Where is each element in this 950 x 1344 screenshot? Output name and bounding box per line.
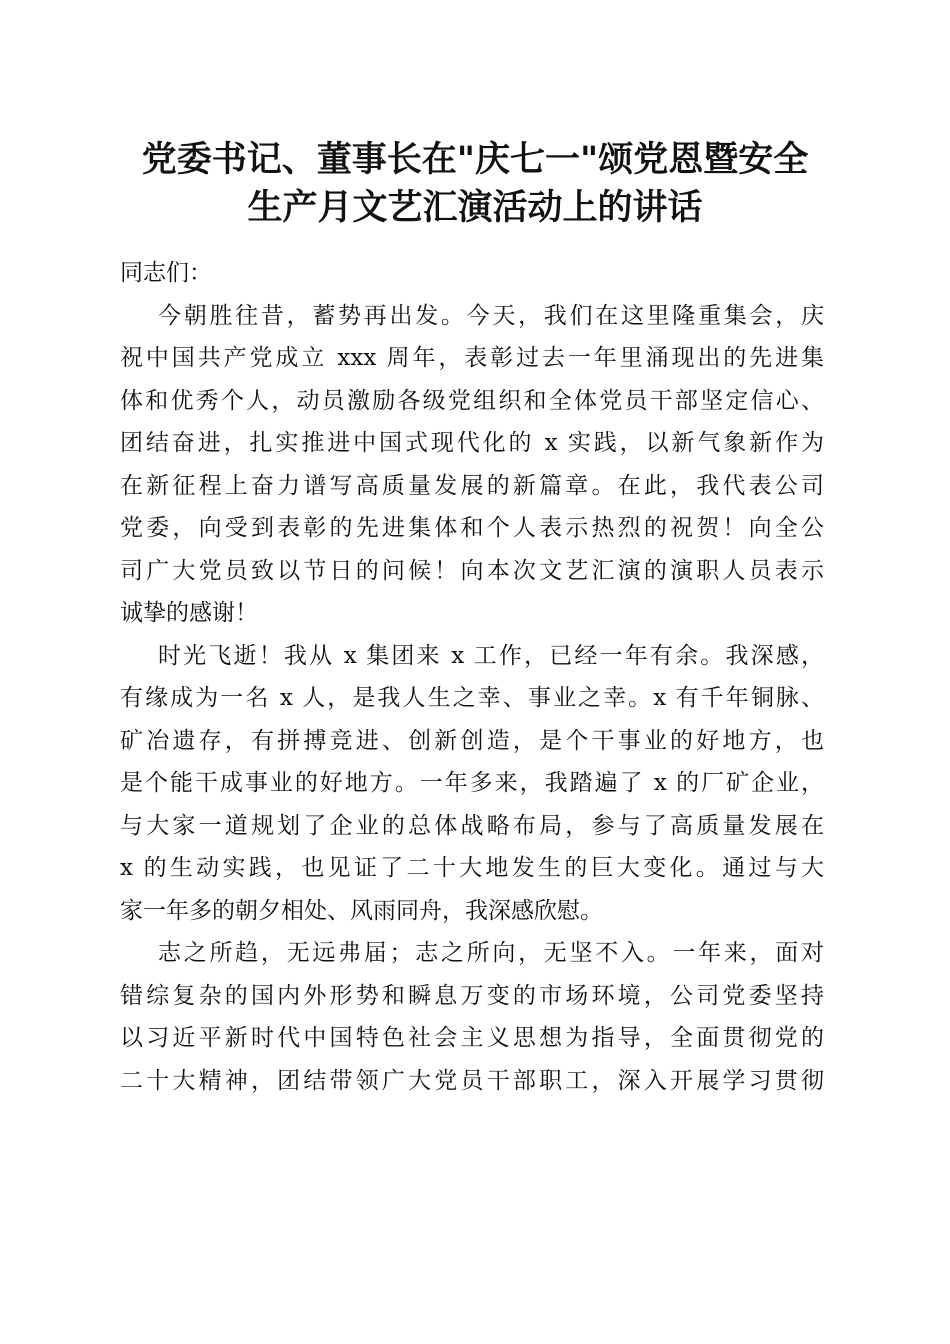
paragraph-line: 志之所趋，无远弗届；志之所向，无坚不入。一年来，面对 xyxy=(158,940,824,966)
paragraph-2 xyxy=(120,635,824,933)
paragraph-line: 党委，向受到表彰的先进集体和个人表示热烈的祝贺！向全公 xyxy=(120,515,824,541)
paragraph-line: x 的生动实践，也见证了二十大地发生的巨大变化。通过与大 xyxy=(120,855,824,881)
document-title xyxy=(100,136,850,232)
title-line-2: 生产月文艺汇演活动上的讲话 xyxy=(247,187,703,228)
salutation: 同志们： xyxy=(120,260,212,286)
paragraph-line: 矿冶遗存，有拼搏竞进、创新创造，是个干事业的好地方，也 xyxy=(120,727,824,754)
paragraph-line: 祝中国共产党成立 xxx 周年，表彰过去一年里涌现出的先进集 xyxy=(120,345,824,371)
paragraph-line: 在新征程上奋力谱写高质量发展的新篇章。在此，我代表公司 xyxy=(120,472,824,499)
paragraph-line: 团结奋进，扎实推进中国式现代化的 x 实践，以新气象新作为 xyxy=(120,430,824,456)
paragraph-line: 司广大党员致以节日的问候！向本次文艺汇演的演职人员表示 xyxy=(120,557,824,584)
paragraph-line: 时光飞逝！我从 x 集团来 x 工作，已经一年有余。我深感， xyxy=(158,642,824,669)
paragraph-line: 与大家一道规划了企业的总体战略布局，参与了高质量发展在 xyxy=(120,812,824,839)
paragraph-line: 体和优秀个人，动员激励各级党组织和全体党员干部坚定信心、 xyxy=(120,387,824,414)
paragraph-line: 以习近平新时代中国特色社会主义思想为指导，全面贯彻党的 xyxy=(120,1025,824,1051)
paragraph-1 xyxy=(120,295,824,635)
paragraph-line: 有缘成为一名 x 人，是我人生之幸、事业之幸。x 有千年铜脉、 xyxy=(120,685,824,711)
paragraph-line: 诚挚的感谢！ xyxy=(120,600,258,626)
document-body xyxy=(120,252,824,1102)
paragraph-line: 今朝胜往昔，蓄势再出发。今天，我们在这里隆重集会，庆 xyxy=(158,302,824,329)
paragraph-line: 二十大精神，团结带领广大党员干部职工，深入开展学习贯彻 xyxy=(120,1067,824,1094)
paragraph-line: 错综复杂的国内外形势和瞬息万变的市场环境，公司党委坚持 xyxy=(120,982,824,1009)
paragraph-3 xyxy=(120,932,824,1102)
title-line-1: 党委书记、董事长在"庆七一"颂党恩暨安全 xyxy=(141,139,809,180)
paragraph-line: 是个能干成事业的好地方。一年多来，我踏遍了 x 的厂矿企业， xyxy=(120,770,824,796)
paragraph-line: 家一年多的朝夕相处、风雨同舟，我深感欣慰。 xyxy=(120,897,603,924)
